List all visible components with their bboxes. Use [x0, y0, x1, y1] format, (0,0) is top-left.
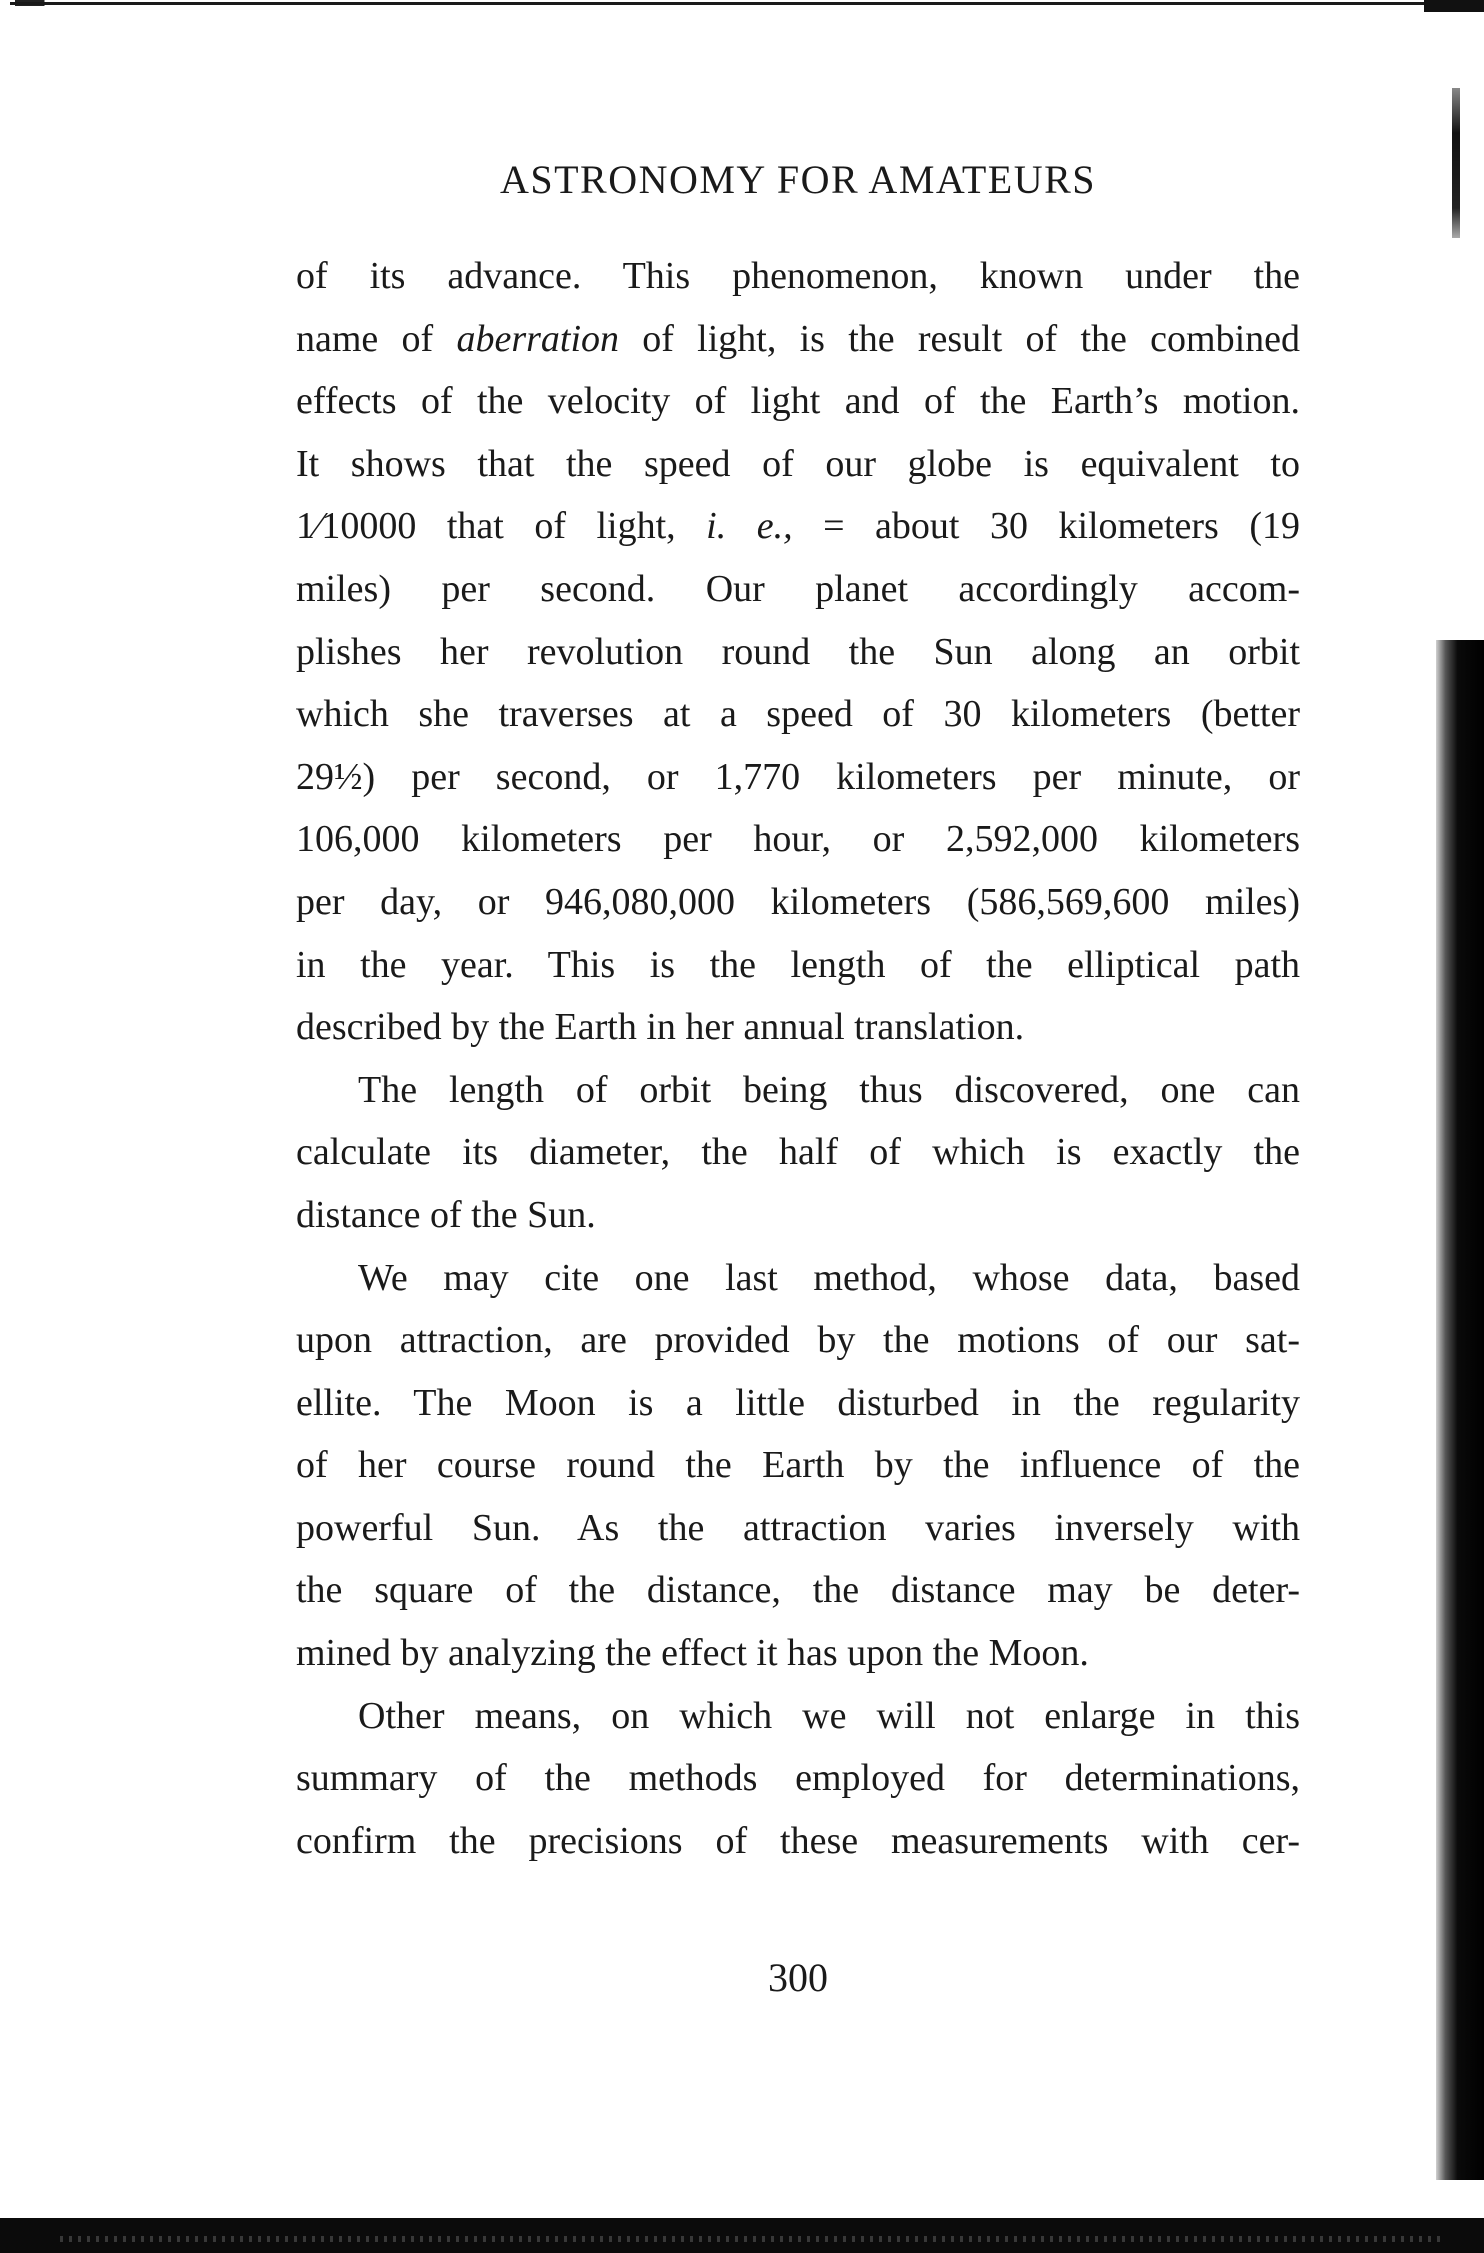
text-line: miles) per second. Our planet accordingly accom- [296, 567, 1300, 610]
text-line: 106,000 kilometers per hour, or 2,592,000 kilometers [296, 818, 1300, 861]
text-line: powerful Sun. As the attraction varies inversely with [296, 1506, 1300, 1549]
text-line: of its advance. This phenomenon, known under the [296, 255, 1300, 297]
scan-right-edge-shadow [1436, 640, 1484, 2180]
scan-bottom-texture [60, 2236, 1440, 2242]
text-line: plishes her revolution round the Sun along an orbit [296, 630, 1300, 673]
text-line: per day, or 946,080,000 kilometers (586,569,600 miles) [296, 880, 1300, 923]
text-line: upon attraction, are provided by the motions of our sat- [296, 1319, 1300, 1362]
text-line: We may cite one last method, whose data, based [358, 1256, 1300, 1299]
scan-corner-shadow [1424, 0, 1484, 12]
text-line: effects of the velocity of light and of the Earth’s motion. [296, 380, 1300, 423]
text-line: which she traverses at a speed of 30 kilometers (better [296, 693, 1300, 736]
scan-binding-mark [1452, 88, 1460, 238]
text-line: mined by analyzing the effect it has upon the Moon. [296, 1632, 1089, 1675]
text-line: ellite. The Moon is a little disturbed in the regularity [296, 1381, 1300, 1424]
text-line: 29½) per second, or 1,770 kilometers per minute, or [296, 755, 1300, 798]
text-line: 1⁄10000 that of light, i. e., = about 30 kilometers (19 [296, 505, 1300, 548]
text-line: of her course round the Earth by the influence of the [296, 1444, 1300, 1487]
text-line: Other means, on which we will not enlarge in this [358, 1694, 1300, 1737]
running-head: ASTRONOMY FOR AMATEURS [499, 157, 1097, 202]
page-number: 300 [768, 1955, 828, 2000]
scan-top-border [10, 2, 1484, 5]
text-line: in the year. This is the length of the elliptical path [296, 943, 1300, 986]
text-line: calculate its diameter, the half of which is exactly the [296, 1131, 1300, 1174]
text-line: It shows that the speed of our globe is equivalent to [296, 442, 1300, 485]
text-line: distance of the Sun. [296, 1193, 596, 1236]
text-line: confirm the precisions of these measurements with cer- [296, 1819, 1300, 1862]
text-line: described by the Earth in her annual translation. [296, 1006, 1025, 1049]
text-line: the square of the distance, the distance may be deter- [296, 1569, 1300, 1612]
body-text [296, 245, 1300, 1872]
text-line: name of aberration of light, is the result of the combined [296, 317, 1300, 360]
text-line: summary of the methods employed for determinations, [296, 1757, 1300, 1800]
text-line: The length of orbit being thus discovered, one can [358, 1068, 1300, 1111]
